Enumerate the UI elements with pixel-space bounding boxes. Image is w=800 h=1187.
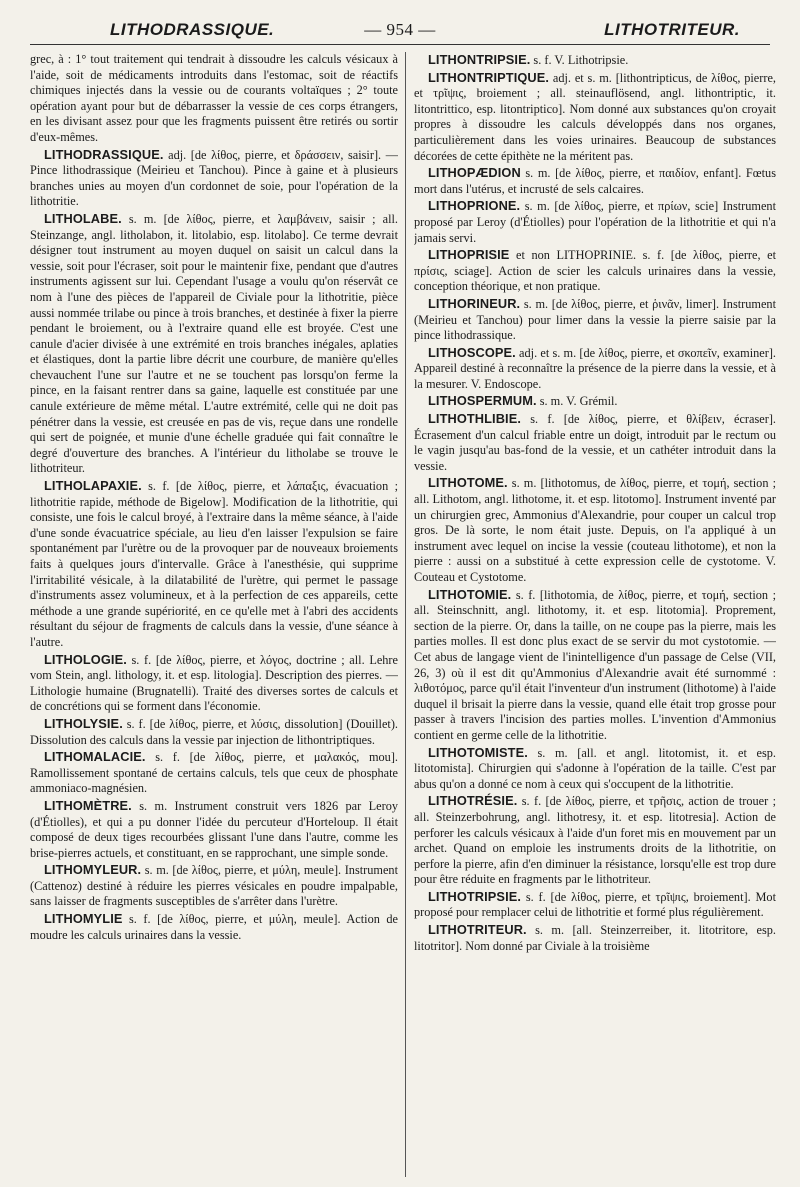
dictionary-entry [414, 475, 776, 585]
dictionary-entry [30, 749, 398, 797]
entry-text: s. m. V. Grémil. [536, 394, 618, 409]
dictionary-entry [30, 862, 398, 910]
entry-headword: LITHOLYSIE. [44, 715, 123, 731]
entry-text: s. f. [de λίθος, pierre, et λύσις, dissolution] (Douillet). Dissolution des calculs dans la vessie par injection de lithontriptiques. [30, 716, 398, 747]
entry-headword: LITHOTOME. [428, 475, 508, 491]
entry-headword: LITHOPÆDION [428, 165, 521, 181]
entry-text: s. m. [lithotomus, de λίθος, pierre, et τομή, section ; all. Lithotom, angl. lithotome, it. et esp. litotomo]. Instrument inventé par un chirurgien grec, Ammonius d'Alexandrie, pour couper un calcul trop gros. De là sorte, le nom était juste. Depuis, on l'a appliqué à un instrument avec lequel on incise la vessie (couteau lithotome), et non la pierre : aussi on a substitué à cette expression celle de cystotome. V. Couteau et Cystotome. [414, 476, 776, 584]
entry-headword: LITHORINEUR. [428, 295, 521, 311]
page-header [30, 18, 770, 45]
entry-text: s. f. [de λίθος, pierre, et μύλη, meule]. Action de moudre les calculs urinaires dans la vessie. [30, 912, 398, 942]
entry-text: s. f. [de λίθος, pierre, et τρῖψις, broiement]. Mot proposé pour remplacer celui de lithotritie et formé plus régulièrement. [414, 889, 776, 920]
entry-headword: LITHONTRIPSIE. [428, 52, 531, 67]
left-column [30, 52, 398, 1180]
entry-text: s. f. [de λίθος, pierre, et λάπαξις, évacuation ; lithotritie rapide, méthode de Bigelow]. Modification de la lithotritie, qui consiste, une fois le calcul broyé, à l'extraire dans la même séance, à l'aide d'une sonde évacuatrice spéciale, au lieu d'en laisser l'expulsion se faire spontanément par l'urètre ou de la provoquer par de nouveaux broiements faits à quelques jours d'intervalle. Grâce à l'anesthésie, qui supprime l'irritabilité vésicale, à la dilatabilité de l'urètre, qui permet le passage d'instruments assez volumineux, et à la perfection de ces appareils, cette méthode a une grande supériorité, en ce qu'elle met à l'abri des accidents résultant du séjour de fragments de calculs dans la vessie, d'une séance à l'autre. [30, 479, 398, 649]
entry-text: s. m. [de λίθος, pierre, et ῥινᾶν, limer]. Instrument (Meirieu et Tanchou) pour limer dans la vessie la pierre saisie par la pince lithodrassique. [414, 296, 776, 343]
dictionary-entry [414, 198, 776, 246]
entry-text: et non LITHOPRINIE. s. f. [de λίθος, pierre, et πρίσις, sciage]. Action de scier les calculs urinaires dans la vessie, conception théorique, et non pratique. [414, 248, 776, 294]
dictionary-entry [30, 52, 398, 146]
dictionary-entry [30, 798, 398, 861]
dictionary-entry [30, 716, 398, 748]
entry-text: s. m. [de λίθος, pierre, et λαμβάνειν, saisir ; all. Steinzange, angl. litholabon, it. litolabio, esp. litolabo]. Ce terme devrait désigner tout instrument au moyen duquel on saisit un calcul dans la vessie, soit pour l'écraser, soit pour le maintenir fixe, pendant que d'autres instruments agissent sur lui. Cependant l'usage a voulu qu'on réservât ce nom à l'une des pièces de l'appareil de Civiale pour la lithotritie, pièce aussi nommée trilabe ou pince à trois branches, et destinée à fixer la pierre pendant le broiement, ou à l'extraire quand elle est broyée. C'est une canule d'acier divisée à une extrémité en trois branches inégales, aplaties et élastiques, dont la partie libre décrit une courbure, de manière qu'elles chevauchent l'une sur l'autre et ne se touchent pas lorsqu'on ferme la pince, en la faisant rentrer dans sa gaine, laquelle est constituée par une canule extérieure de même métal. L'autre extrémité, celle qui ne doit pas pénétrer dans la vessie, est creusée en pas de vis, reçue dans une rondelle qui sert de poignée, et munie d'une échelle graduée qui fait connaître le degré d'ouverture des branches. A l'intérieur du litholabe se trouve le lithotriteur. [30, 211, 398, 476]
entry-headword: LITHOTOMIE. [428, 586, 512, 602]
entry-text: s. f. [de λίθος, pierre, et τρῆσις, action de trouer ; all. Steinzerbohrung, angl. lithotresy, it. et esp. litotresia]. Action de perforer les calculs vésicaux à l'aide d'un foret mis en mouvement par un archet. Quand on emploie les instruments droits de la lithotritie, on perfore la pierre, afin d'en diminuer la résistance, lorsqu'elle est trop dure pour être réduite en fragments par le lithotriteur. [414, 794, 776, 887]
dictionary-entry [414, 922, 776, 954]
entry-headword: LITHOMYLIE [44, 911, 123, 927]
entry-headword: LITHOPRIONE. [428, 198, 521, 214]
right-column [414, 52, 776, 1180]
dictionary-entry [414, 889, 776, 921]
entry-headword: LITHOTRITEUR. [428, 922, 527, 938]
entry-headword: LITHOPRISIE [428, 247, 510, 263]
dictionary-entry [414, 393, 776, 410]
dictionary-entry [30, 478, 398, 651]
entry-headword: LITHOSCOPE. [428, 344, 516, 360]
page-number: — 954 — [364, 20, 436, 39]
dictionary-entry [414, 345, 776, 393]
dictionary-entry [30, 652, 398, 715]
entry-text: s. m. [all. Steinzerreiber, it. litotritore, esp. litotritor]. Nom donné par Civiale à la troisième [414, 923, 776, 953]
dictionary-entry [414, 745, 776, 793]
entry-headword: LITHOMALACIE. [44, 749, 146, 765]
entry-text: s. f. [lithotomia, de λίθος, pierre, et τομή, section ; all. Steinschnitt, angl. lithotomy, it. et esp. litotomia]. Proprement, section de la pierre. Or, dans la taille, on ne coupe pas la pierre, mais les parties molles. Il est donc plus exact de se servir du mot cystotomie. — Cet abus de langage vient de l'inintelligence d'un passage de Celse (VII, 26, 3) où il est dit qu'Ammonius d'Alexandrie avait été surnommé : λιθοτόμος, parce qu'il était l'inventeur d'un instrument (lithotome) à l'aide duquel il brisait la pierre dans la vessie, quand elle était trop grosse pour passer à travers l'incision des parties molles. L'invention d'Ammonius contient en germe celle de la lithotritie. [414, 587, 776, 742]
entry-headword: LITHODRASSIQUE. [44, 146, 164, 162]
dictionary-entry [414, 70, 776, 165]
dictionary-entry [414, 793, 776, 888]
entry-headword: LITHOMÈTRE. [44, 797, 132, 813]
entry-text: grec, à : 1° tout traitement qui tendrait à dissoudre les calculs vésicaux à l'aide, soit de médicaments introduits dans l'estomac, soit de réactifs chimiques injectés dans la vessie ou de courants voltaïques ; 2° toute opération ayant pour but de débarrasser la vessie de ces corps étrangers, en les divisant assez pour que les fragments puissent être retirés ou sortir d'eux-mêmes. [30, 52, 398, 144]
entry-text: s. m. [all. et angl. litotomist, it. et esp. litotomista]. Chirurgien qui s'adonne à l'opération de la taille. C'est par abus qu'on a donné ce nom à ceux qui s'occupent de la lithotritie. [414, 745, 776, 791]
dictionary-entry [30, 211, 398, 477]
dictionary-entry [414, 52, 776, 69]
entry-text: s. f. [de λίθος, pierre, et μαλακός, mou]. Ramollissement spontané de certains calculs, tels que ceux de phosphate ammoniaco-magnésien. [30, 750, 398, 796]
entry-text: s. m. Instrument construit vers 1826 par Leroy (d'Étiolles), et qui a pu donner l'idée du percuteur d'Horteloup. Il était composé de deux tiges recourbées glissant l'une dans l'autre, comme les brise-pierres actuels, et constituant, en se rapprochant, une simple sonde. [30, 798, 398, 860]
entry-text: s. m. [de λίθος, pierre, et πρίων, scie] Instrument proposé par Leroy (d'Étiolles) pour l'opération de la lithotritie et qui n'a jamais servi. [414, 199, 776, 245]
entry-text: adj. et s. m. [lithontripticus, de λίθος, pierre, et τρῖψις, broiement ; all. steinauflösend, angl. lithontriptic, it. litontrittico, esp. litontriptico]. Nom donné aux substances qu'on croyait propres à dissoudre les calculs développés dans nos organes, particulièrement dans les voies urinaires. Beaucoup de substances décorées de cette épithète ne la méritent pas. [414, 70, 776, 163]
dictionary-entry [414, 587, 776, 744]
dictionary-entry [414, 247, 776, 295]
entry-headword: LITHOLAPAXIE. [44, 478, 142, 494]
entry-headword: LITHOTHLIBIE. [428, 411, 522, 427]
entry-headword: LITHOSPERMUM. [428, 393, 537, 409]
entry-headword: LITHOLABE. [44, 210, 122, 226]
column-divider [405, 52, 406, 1177]
entry-headword: LITHOLOGIE. [44, 651, 127, 667]
entry-headword: LITHOTRÉSIE. [428, 793, 518, 809]
dictionary-entry [30, 911, 398, 943]
dictionary-entry [414, 411, 776, 474]
entry-text: s. f. [de λίθος, pierre, et λόγος, doctrine ; all. Lehre vom Stein, angl. lithology, it. et esp. litologia]. Description des pierres. — Lithologie humaine (Brugnatelli). Traité des diverses sortes de calculs et de concrétions qui se forment dans l'économie. [30, 652, 398, 714]
dictionary-entry [30, 147, 398, 210]
entry-text: adj. et s. m. [de λίθος, pierre, et σκοπεῖν, examiner]. Appareil destiné à reconnaître la présence de la pierre dans la vessie, et à la mesurer. V. Endoscope. [414, 345, 776, 391]
entry-text: s. m. [de λίθος, pierre, et μύλη, meule]. Instrument (Cattenoz) destiné à réduire les pierres vésicales en poudre impalpable, sans laisser de fragments susceptibles de s'arrêter dans l'urètre. [30, 863, 398, 909]
entry-headword: LITHONTRIPTIQUE. [428, 69, 550, 85]
dictionary-entry [414, 296, 776, 344]
entry-text: adj. [de λίθος, pierre, et δράσσειν, saisir]. — Pince lithodrassique (Meirieu et Tanchou). Pince à gaine et à plusieurs branches unies au moyen d'un cordonnet de soie, pour l'opération de la lithotritie. [30, 147, 398, 209]
header-right-title: LITHOTRITEUR. [604, 20, 740, 39]
dictionary-entry [414, 165, 776, 197]
entry-headword: LITHOTOMISTE. [428, 744, 528, 760]
entry-text: s. m. [de λίθος, pierre, et παιδίον, enfant]. Fœtus mort dans l'utérus, et incrusté de sels calcaires. [414, 166, 776, 196]
entry-text: s. f. [de λίθος, pierre, et θλίβειν, écraser]. Écrasement d'un calcul friable entre un doigt, introduit par le rectum ou le vagin jusqu'au bas-fond de la vessie, et un cathéter introduit dans la vessie. [414, 412, 776, 473]
entry-headword: LITHOMYLEUR. [44, 862, 142, 878]
entry-text: s. f. V. Lithotripsie. [530, 53, 629, 67]
header-left-title: LITHODRASSIQUE. [110, 20, 275, 39]
entry-headword: LITHOTRIPSIE. [428, 888, 522, 904]
